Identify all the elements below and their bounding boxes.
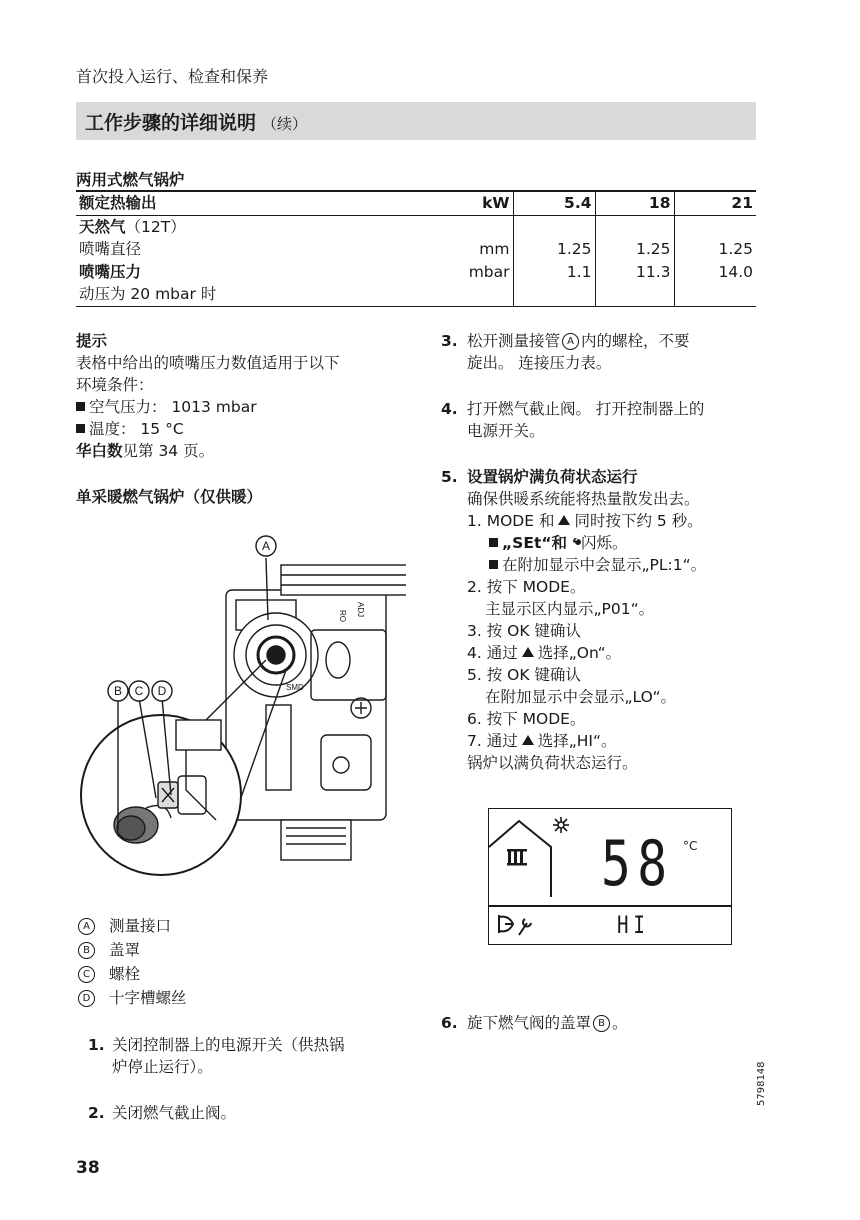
valve-label-smd: SMD — [286, 683, 304, 692]
legend-item — [76, 986, 187, 1008]
radiator-icon — [507, 849, 527, 866]
display-main-value: 58 — [601, 827, 674, 900]
table-caption: 两用式燃气锅炉 — [76, 171, 185, 189]
boiler-display — [488, 808, 732, 945]
table-cell: 1.25 — [674, 238, 756, 261]
display-sub-value: HI — [617, 911, 650, 939]
valve-label-adj: ADJ — [356, 602, 365, 618]
step-line — [467, 330, 761, 352]
step-text — [467, 330, 761, 374]
substep-bullet — [489, 532, 761, 554]
table-footnote: 动压为 20 mbar 时 — [76, 283, 376, 306]
substep-part: 7. 通过 — [467, 732, 518, 750]
table-cell: 1.25 — [595, 238, 674, 261]
gas-type: 天然气 — [79, 217, 126, 236]
table-cell: 1.1 — [513, 261, 595, 284]
table-cell: 1.25 — [513, 238, 595, 261]
step-number: 3. — [441, 332, 458, 350]
legend-key: C — [78, 966, 95, 983]
legend-text: 测量接口 — [109, 917, 172, 935]
substep: 6. 按下 MODE。 — [467, 710, 586, 728]
row-label: 喷嘴压力 — [79, 262, 142, 281]
step-line: 电源开关。 — [467, 422, 545, 440]
substep: 2. 按下 MODE。 — [467, 578, 586, 596]
step-text — [467, 398, 761, 442]
step-number: 5. — [441, 468, 458, 486]
callout-b-label: B — [113, 684, 123, 698]
step-text — [112, 1034, 408, 1078]
substep: 3. 按 OK 键确认 — [467, 622, 581, 640]
note-bullet — [76, 396, 406, 418]
bullet-square-icon — [489, 560, 498, 569]
callout-d-label: D — [157, 684, 167, 698]
step-number: 6. — [441, 1014, 458, 1032]
substep — [467, 510, 761, 532]
substep-part: 1. MODE 和 — [467, 512, 555, 530]
callout-ref: A — [562, 333, 579, 350]
step-line-part: 旋下燃气阀的盖罩 — [467, 1014, 592, 1032]
legend-key: A — [78, 918, 95, 935]
substep-part: 选择„HI“。 — [537, 732, 617, 750]
step-line: 旋出。 连接压力表。 — [467, 354, 612, 372]
table-row — [76, 261, 756, 284]
table-row — [76, 238, 756, 261]
step-6 — [441, 1012, 761, 1034]
header-cell: 5.4 — [513, 191, 595, 215]
substep-part: 在附加显示中会显示„PL:1“。 — [502, 556, 707, 574]
up-arrow-icon — [558, 515, 570, 525]
substep-detail: 主显示区内显示„P01“。 — [485, 600, 655, 618]
row-unit: mbar — [468, 262, 510, 281]
substep-bullet — [489, 554, 761, 576]
step-line: 关闭控制器上的电源开关（供热锅 — [112, 1036, 345, 1054]
step-5 — [441, 466, 761, 774]
substep-part: „SEt“和 — [502, 534, 568, 552]
step-result: 锅炉以满负荷状态运行。 — [467, 754, 638, 772]
table-row — [76, 283, 756, 306]
substep-part: 4. 通过 — [467, 644, 518, 662]
step-3 — [441, 330, 761, 374]
figure-heading: 单采暖燃气锅炉（仅供暖） — [76, 488, 263, 506]
table-header-row — [76, 191, 756, 215]
legend-item — [76, 938, 140, 960]
legend-key: B — [78, 942, 95, 959]
callout-ref: B — [593, 1015, 610, 1032]
legend-text: 盖罩 — [109, 941, 141, 959]
step-line: 炉停止运行）。 — [112, 1058, 213, 1076]
table-row — [76, 215, 756, 238]
step-line: 打开燃气截止阀。 打开控制器上的 — [467, 400, 705, 418]
header-cell: 18 — [595, 191, 674, 215]
legend-item — [76, 962, 140, 984]
bullet-square-icon — [76, 402, 85, 411]
step-text — [467, 466, 761, 774]
wobbe-term: 华白数 — [76, 442, 123, 460]
header-cell: 21 — [674, 191, 756, 215]
page-number: 38 — [76, 1158, 100, 1178]
note-bullet — [76, 418, 406, 440]
page-title — [85, 108, 307, 135]
note-title: 提示 — [76, 332, 108, 350]
bullet-square-icon — [489, 538, 498, 547]
gas-valve-illustration — [76, 530, 406, 880]
legend-item — [76, 914, 171, 936]
up-arrow-icon — [522, 735, 534, 745]
display-unit: °C — [683, 839, 698, 853]
gas-type-cell — [76, 215, 376, 238]
table-cell: 11.3 — [595, 261, 674, 284]
row-unit: mm — [479, 240, 510, 258]
substep-part: 同时按下约 5 秒。 — [574, 512, 703, 530]
row-label: 喷嘴直径 — [79, 240, 142, 258]
substep-part: 闪烁。 — [581, 534, 628, 552]
table-cell: 14.0 — [674, 261, 756, 284]
callout-c-label: C — [134, 684, 144, 698]
header-cell: 额定热输出 — [76, 191, 376, 215]
title-suffix: （续） — [262, 115, 308, 133]
up-arrow-icon — [522, 647, 534, 657]
step-number: 4. — [441, 400, 458, 418]
legend-text: 螺栓 — [109, 965, 141, 983]
valve-label-ro: RO — [338, 610, 347, 622]
header-cell: kW — [376, 191, 513, 215]
bullet-square-icon — [76, 424, 85, 433]
substep — [467, 642, 761, 664]
wobbe-ref: 见第 34 页。 — [122, 442, 215, 460]
step-line-part: 松开测量接管 — [467, 332, 561, 350]
title-main: 工作步骤的详细说明 — [85, 112, 257, 134]
substep — [467, 730, 761, 752]
substep-detail: 在附加显示中会显示„LO“。 — [485, 688, 677, 706]
document-code: 5798148 — [756, 1061, 767, 1106]
wrench-icon — [567, 536, 581, 550]
substep-part: 选择„On“。 — [537, 644, 622, 662]
callout-a-label: A — [261, 539, 271, 553]
bullet-text: 温度： 15 °C — [89, 420, 184, 438]
step-number: 2. — [88, 1104, 105, 1122]
note-line: 表格中给出的喷嘴压力数值适用于以下 — [76, 354, 340, 372]
spec-table — [76, 190, 756, 307]
wobbe-line — [76, 440, 406, 462]
substep: 5. 按 OK 键确认 — [467, 666, 581, 684]
gas-code: （12T） — [125, 217, 186, 236]
step-line-part: 。 — [612, 1014, 628, 1032]
step-title: 设置锅炉满负荷状态运行 — [467, 468, 638, 486]
step-number: 1. — [88, 1036, 105, 1054]
step-line-part: 内的螺栓，不要 — [581, 332, 690, 350]
bullet-text: 空气压力： 1013 mbar — [89, 398, 257, 416]
legend-text: 十字槽螺丝 — [109, 989, 187, 1007]
step-1 — [88, 1034, 408, 1078]
step-2 — [88, 1102, 408, 1124]
snowflake-icon — [553, 817, 569, 833]
burner-wrench-icon — [499, 915, 531, 935]
step-text — [467, 1012, 761, 1034]
step-line: 确保供暖系统能将热量散发出去。 — [467, 490, 700, 508]
step-4 — [441, 398, 761, 442]
step-text: 关闭燃气截止阀。 — [112, 1104, 237, 1122]
legend-key: D — [78, 990, 95, 1007]
note-line: 环境条件： — [76, 376, 154, 394]
section-header: 首次投入运行、检查和保养 — [76, 67, 269, 86]
note-block — [76, 330, 406, 462]
